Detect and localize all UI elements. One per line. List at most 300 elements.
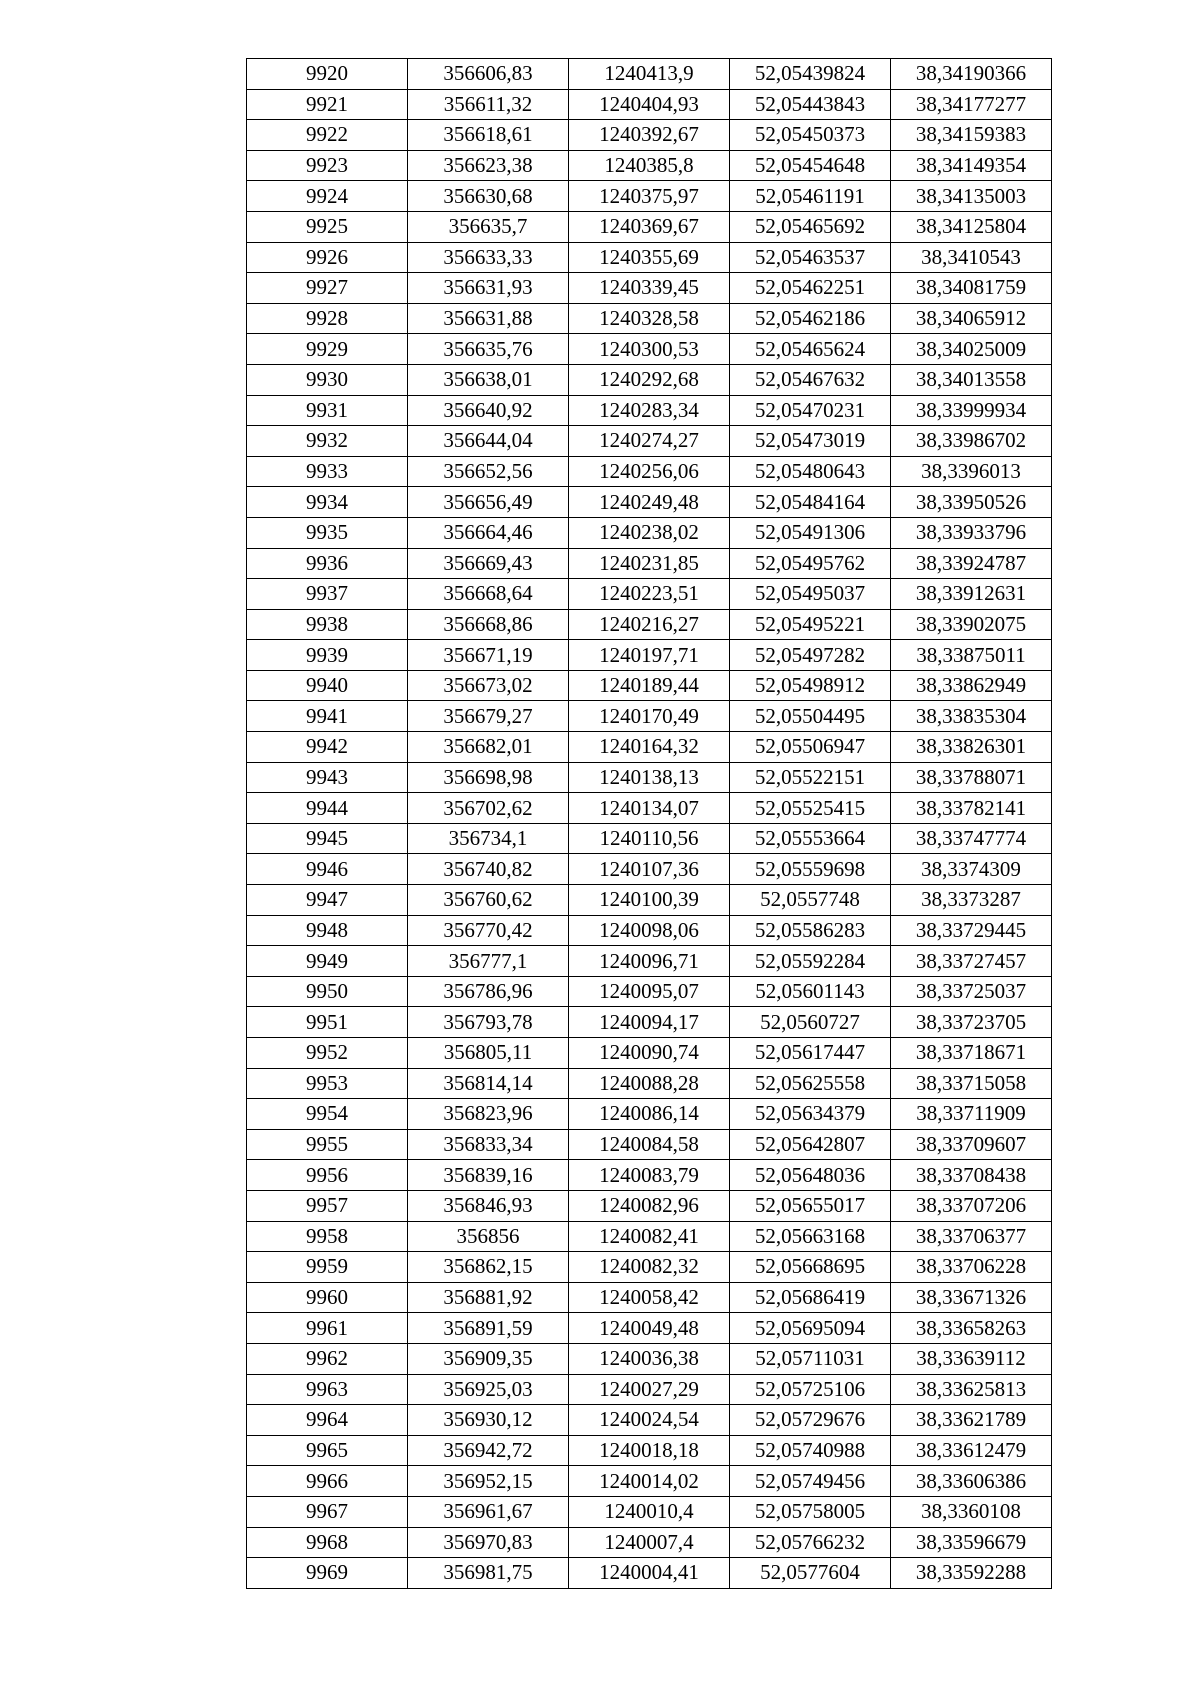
point-number-cell: 9942 [247, 732, 408, 763]
latitude-cell: 52,05439824 [730, 59, 891, 90]
longitude-cell: 38,33612479 [891, 1435, 1052, 1466]
longitude-cell: 38,33706228 [891, 1252, 1052, 1283]
latitude-cell: 52,05740988 [730, 1435, 891, 1466]
point-number-cell: 9951 [247, 1007, 408, 1038]
latitude-cell: 52,0557748 [730, 885, 891, 916]
point-number-cell: 9929 [247, 334, 408, 365]
table-row [247, 303, 1052, 334]
latitude-cell: 52,05498912 [730, 670, 891, 701]
table-row [247, 273, 1052, 304]
x-coordinate-cell: 356664,46 [408, 517, 569, 548]
y-coordinate-cell: 1240339,45 [569, 273, 730, 304]
longitude-cell: 38,33999934 [891, 395, 1052, 426]
table-row [247, 1252, 1052, 1283]
table-row [247, 1038, 1052, 1069]
longitude-cell: 38,34149354 [891, 150, 1052, 181]
longitude-cell: 38,34135003 [891, 181, 1052, 212]
y-coordinate-cell: 1240058,42 [569, 1282, 730, 1313]
latitude-cell: 52,05553664 [730, 823, 891, 854]
point-number-cell: 9921 [247, 89, 408, 120]
longitude-cell: 38,33606386 [891, 1466, 1052, 1497]
table-row [247, 334, 1052, 365]
table-row [247, 242, 1052, 273]
y-coordinate-cell: 1240292,68 [569, 364, 730, 395]
y-coordinate-cell: 1240083,79 [569, 1160, 730, 1191]
latitude-cell: 52,05642807 [730, 1129, 891, 1160]
x-coordinate-cell: 356673,02 [408, 670, 569, 701]
y-coordinate-cell: 1240256,06 [569, 456, 730, 487]
y-coordinate-cell: 1240086,14 [569, 1099, 730, 1130]
y-coordinate-cell: 1240164,32 [569, 732, 730, 763]
point-number-cell: 9933 [247, 456, 408, 487]
y-coordinate-cell: 1240385,8 [569, 150, 730, 181]
x-coordinate-cell: 356909,35 [408, 1343, 569, 1374]
point-number-cell: 9967 [247, 1496, 408, 1527]
latitude-cell: 52,05495037 [730, 579, 891, 610]
x-coordinate-cell: 356770,42 [408, 915, 569, 946]
latitude-cell: 52,0560727 [730, 1007, 891, 1038]
point-number-cell: 9949 [247, 946, 408, 977]
latitude-cell: 52,05711031 [730, 1343, 891, 1374]
table-row [247, 946, 1052, 977]
table-row [247, 1313, 1052, 1344]
latitude-cell: 52,05625558 [730, 1068, 891, 1099]
x-coordinate-cell: 356805,11 [408, 1038, 569, 1069]
y-coordinate-cell: 1240094,17 [569, 1007, 730, 1038]
table-row [247, 793, 1052, 824]
table-row [247, 181, 1052, 212]
point-number-cell: 9935 [247, 517, 408, 548]
x-coordinate-cell: 356961,67 [408, 1496, 569, 1527]
longitude-cell: 38,33639112 [891, 1343, 1052, 1374]
y-coordinate-cell: 1240004,41 [569, 1558, 730, 1589]
table-row [247, 1221, 1052, 1252]
point-number-cell: 9968 [247, 1527, 408, 1558]
longitude-cell: 38,33718671 [891, 1038, 1052, 1069]
latitude-cell: 52,05470231 [730, 395, 891, 426]
point-number-cell: 9957 [247, 1190, 408, 1221]
point-number-cell: 9960 [247, 1282, 408, 1313]
y-coordinate-cell: 1240392,67 [569, 120, 730, 151]
longitude-cell: 38,33706377 [891, 1221, 1052, 1252]
point-number-cell: 9954 [247, 1099, 408, 1130]
point-number-cell: 9962 [247, 1343, 408, 1374]
x-coordinate-cell: 356679,27 [408, 701, 569, 732]
x-coordinate-cell: 356740,82 [408, 854, 569, 885]
longitude-cell: 38,33671326 [891, 1282, 1052, 1313]
table-row [247, 487, 1052, 518]
latitude-cell: 52,05586283 [730, 915, 891, 946]
x-coordinate-cell: 356698,98 [408, 762, 569, 793]
x-coordinate-cell: 356644,04 [408, 426, 569, 457]
y-coordinate-cell: 1240355,69 [569, 242, 730, 273]
longitude-cell: 38,34177277 [891, 89, 1052, 120]
longitude-cell: 38,33912631 [891, 579, 1052, 610]
x-coordinate-cell: 356881,92 [408, 1282, 569, 1313]
point-number-cell: 9927 [247, 273, 408, 304]
x-coordinate-cell: 356671,19 [408, 640, 569, 671]
longitude-cell: 38,33902075 [891, 609, 1052, 640]
point-number-cell: 9940 [247, 670, 408, 701]
table-row [247, 1527, 1052, 1558]
table-row [247, 1496, 1052, 1527]
x-coordinate-cell: 356952,15 [408, 1466, 569, 1497]
y-coordinate-cell: 1240274,27 [569, 426, 730, 457]
latitude-cell: 52,05473019 [730, 426, 891, 457]
longitude-cell: 38,33725037 [891, 976, 1052, 1007]
longitude-cell: 38,33924787 [891, 548, 1052, 579]
y-coordinate-cell: 1240404,93 [569, 89, 730, 120]
x-coordinate-cell: 356839,16 [408, 1160, 569, 1191]
x-coordinate-cell: 356942,72 [408, 1435, 569, 1466]
x-coordinate-cell: 356925,03 [408, 1374, 569, 1405]
y-coordinate-cell: 1240197,71 [569, 640, 730, 671]
y-coordinate-cell: 1240375,97 [569, 181, 730, 212]
x-coordinate-cell: 356846,93 [408, 1190, 569, 1221]
longitude-cell: 38,34065912 [891, 303, 1052, 334]
longitude-cell: 38,33711909 [891, 1099, 1052, 1130]
x-coordinate-cell: 356638,01 [408, 364, 569, 395]
x-coordinate-cell: 356635,7 [408, 211, 569, 242]
longitude-cell: 38,33835304 [891, 701, 1052, 732]
latitude-cell: 52,05592284 [730, 946, 891, 977]
point-number-cell: 9958 [247, 1221, 408, 1252]
longitude-cell: 38,3373287 [891, 885, 1052, 916]
table-row [247, 1007, 1052, 1038]
x-coordinate-cell: 356823,96 [408, 1099, 569, 1130]
point-number-cell: 9930 [247, 364, 408, 395]
longitude-cell: 38,33592288 [891, 1558, 1052, 1589]
point-number-cell: 9969 [247, 1558, 408, 1589]
table-row [247, 762, 1052, 793]
point-number-cell: 9932 [247, 426, 408, 457]
latitude-cell: 52,05655017 [730, 1190, 891, 1221]
y-coordinate-cell: 1240300,53 [569, 334, 730, 365]
x-coordinate-cell: 356702,62 [408, 793, 569, 824]
latitude-cell: 52,05443843 [730, 89, 891, 120]
x-coordinate-cell: 356856 [408, 1221, 569, 1252]
longitude-cell: 38,33727457 [891, 946, 1052, 977]
table-row [247, 1374, 1052, 1405]
y-coordinate-cell: 1240107,36 [569, 854, 730, 885]
table-row [247, 885, 1052, 916]
table-row [247, 211, 1052, 242]
y-coordinate-cell: 1240231,85 [569, 548, 730, 579]
x-coordinate-cell: 356862,15 [408, 1252, 569, 1283]
table-row [247, 1405, 1052, 1436]
x-coordinate-cell: 356930,12 [408, 1405, 569, 1436]
table-row [247, 976, 1052, 1007]
table-row [247, 1466, 1052, 1497]
x-coordinate-cell: 356618,61 [408, 120, 569, 151]
x-coordinate-cell: 356631,93 [408, 273, 569, 304]
y-coordinate-cell: 1240082,41 [569, 1221, 730, 1252]
latitude-cell: 52,05495762 [730, 548, 891, 579]
x-coordinate-cell: 356833,34 [408, 1129, 569, 1160]
table-row [247, 395, 1052, 426]
x-coordinate-cell: 356786,96 [408, 976, 569, 1007]
table-row [247, 579, 1052, 610]
y-coordinate-cell: 1240096,71 [569, 946, 730, 977]
point-number-cell: 9945 [247, 823, 408, 854]
y-coordinate-cell: 1240082,32 [569, 1252, 730, 1283]
point-number-cell: 9934 [247, 487, 408, 518]
y-coordinate-cell: 1240024,54 [569, 1405, 730, 1436]
x-coordinate-cell: 356734,1 [408, 823, 569, 854]
latitude-cell: 52,05454648 [730, 150, 891, 181]
x-coordinate-cell: 356631,88 [408, 303, 569, 334]
latitude-cell: 52,05758005 [730, 1496, 891, 1527]
point-number-cell: 9922 [247, 120, 408, 151]
x-coordinate-cell: 356970,83 [408, 1527, 569, 1558]
latitude-cell: 52,05497282 [730, 640, 891, 671]
point-number-cell: 9923 [247, 150, 408, 181]
longitude-cell: 38,33826301 [891, 732, 1052, 763]
longitude-cell: 38,33596679 [891, 1527, 1052, 1558]
longitude-cell: 38,3396013 [891, 456, 1052, 487]
x-coordinate-cell: 356656,49 [408, 487, 569, 518]
x-coordinate-cell: 356777,1 [408, 946, 569, 977]
table-row [247, 609, 1052, 640]
latitude-cell: 52,05467632 [730, 364, 891, 395]
longitude-cell: 38,33709607 [891, 1129, 1052, 1160]
y-coordinate-cell: 1240095,07 [569, 976, 730, 1007]
y-coordinate-cell: 1240084,58 [569, 1129, 730, 1160]
x-coordinate-cell: 356623,38 [408, 150, 569, 181]
latitude-cell: 52,05601143 [730, 976, 891, 1007]
latitude-cell: 52,05463537 [730, 242, 891, 273]
table-row [247, 1435, 1052, 1466]
point-number-cell: 9939 [247, 640, 408, 671]
longitude-cell: 38,34013558 [891, 364, 1052, 395]
latitude-cell: 52,05766232 [730, 1527, 891, 1558]
table-row [247, 548, 1052, 579]
latitude-cell: 52,05491306 [730, 517, 891, 548]
y-coordinate-cell: 1240007,4 [569, 1527, 730, 1558]
longitude-cell: 38,33625813 [891, 1374, 1052, 1405]
longitude-cell: 38,34025009 [891, 334, 1052, 365]
table-row [247, 59, 1052, 90]
y-coordinate-cell: 1240216,27 [569, 609, 730, 640]
longitude-cell: 38,3360108 [891, 1496, 1052, 1527]
x-coordinate-cell: 356635,76 [408, 334, 569, 365]
point-number-cell: 9926 [247, 242, 408, 273]
y-coordinate-cell: 1240018,18 [569, 1435, 730, 1466]
point-number-cell: 9937 [247, 579, 408, 610]
longitude-cell: 38,33862949 [891, 670, 1052, 701]
table-row [247, 854, 1052, 885]
y-coordinate-cell: 1240138,13 [569, 762, 730, 793]
latitude-cell: 52,05525415 [730, 793, 891, 824]
y-coordinate-cell: 1240413,9 [569, 59, 730, 90]
point-number-cell: 9928 [247, 303, 408, 334]
table-row [247, 1190, 1052, 1221]
latitude-cell: 52,05504495 [730, 701, 891, 732]
longitude-cell: 38,3410543 [891, 242, 1052, 273]
y-coordinate-cell: 1240328,58 [569, 303, 730, 334]
longitude-cell: 38,33950526 [891, 487, 1052, 518]
point-number-cell: 9924 [247, 181, 408, 212]
longitude-cell: 38,33621789 [891, 1405, 1052, 1436]
longitude-cell: 38,33723705 [891, 1007, 1052, 1038]
table-row [247, 1343, 1052, 1374]
x-coordinate-cell: 356640,92 [408, 395, 569, 426]
point-number-cell: 9931 [247, 395, 408, 426]
latitude-cell: 52,05484164 [730, 487, 891, 518]
y-coordinate-cell: 1240027,29 [569, 1374, 730, 1405]
table-row [247, 640, 1052, 671]
latitude-cell: 52,05668695 [730, 1252, 891, 1283]
point-number-cell: 9925 [247, 211, 408, 242]
x-coordinate-cell: 356793,78 [408, 1007, 569, 1038]
longitude-cell: 38,33788071 [891, 762, 1052, 793]
point-number-cell: 9920 [247, 59, 408, 90]
x-coordinate-cell: 356630,68 [408, 181, 569, 212]
y-coordinate-cell: 1240170,49 [569, 701, 730, 732]
x-coordinate-cell: 356652,56 [408, 456, 569, 487]
x-coordinate-cell: 356606,83 [408, 59, 569, 90]
longitude-cell: 38,33986702 [891, 426, 1052, 457]
point-number-cell: 9953 [247, 1068, 408, 1099]
latitude-cell: 52,05617447 [730, 1038, 891, 1069]
x-coordinate-cell: 356611,32 [408, 89, 569, 120]
point-number-cell: 9964 [247, 1405, 408, 1436]
table-row [247, 732, 1052, 763]
table-row [247, 823, 1052, 854]
table-row [247, 150, 1052, 181]
point-number-cell: 9963 [247, 1374, 408, 1405]
latitude-cell: 52,05480643 [730, 456, 891, 487]
latitude-cell: 52,05634379 [730, 1099, 891, 1130]
y-coordinate-cell: 1240098,06 [569, 915, 730, 946]
x-coordinate-cell: 356760,62 [408, 885, 569, 916]
point-number-cell: 9965 [247, 1435, 408, 1466]
x-coordinate-cell: 356814,14 [408, 1068, 569, 1099]
coordinates-table [246, 58, 1052, 1589]
point-number-cell: 9959 [247, 1252, 408, 1283]
y-coordinate-cell: 1240238,02 [569, 517, 730, 548]
x-coordinate-cell: 356891,59 [408, 1313, 569, 1344]
latitude-cell: 52,05450373 [730, 120, 891, 151]
latitude-cell: 52,05749456 [730, 1466, 891, 1497]
table-row [247, 1160, 1052, 1191]
longitude-cell: 38,34159383 [891, 120, 1052, 151]
table-row [247, 670, 1052, 701]
longitude-cell: 38,33747774 [891, 823, 1052, 854]
latitude-cell: 52,05522151 [730, 762, 891, 793]
y-coordinate-cell: 1240090,74 [569, 1038, 730, 1069]
table-row [247, 89, 1052, 120]
y-coordinate-cell: 1240134,07 [569, 793, 730, 824]
latitude-cell: 52,05686419 [730, 1282, 891, 1313]
table-row [247, 1282, 1052, 1313]
point-number-cell: 9946 [247, 854, 408, 885]
y-coordinate-cell: 1240014,02 [569, 1466, 730, 1497]
table-row [247, 364, 1052, 395]
latitude-cell: 52,05663168 [730, 1221, 891, 1252]
y-coordinate-cell: 1240100,39 [569, 885, 730, 916]
x-coordinate-cell: 356668,64 [408, 579, 569, 610]
latitude-cell: 52,05648036 [730, 1160, 891, 1191]
point-number-cell: 9941 [247, 701, 408, 732]
latitude-cell: 52,05729676 [730, 1405, 891, 1436]
longitude-cell: 38,33875011 [891, 640, 1052, 671]
y-coordinate-cell: 1240088,28 [569, 1068, 730, 1099]
longitude-cell: 38,33708438 [891, 1160, 1052, 1191]
y-coordinate-cell: 1240036,38 [569, 1343, 730, 1374]
longitude-cell: 38,34125804 [891, 211, 1052, 242]
longitude-cell: 38,33782141 [891, 793, 1052, 824]
point-number-cell: 9955 [247, 1129, 408, 1160]
latitude-cell: 52,05462251 [730, 273, 891, 304]
table-row [247, 1129, 1052, 1160]
point-number-cell: 9956 [247, 1160, 408, 1191]
y-coordinate-cell: 1240249,48 [569, 487, 730, 518]
longitude-cell: 38,33729445 [891, 915, 1052, 946]
point-number-cell: 9966 [247, 1466, 408, 1497]
point-number-cell: 9938 [247, 609, 408, 640]
point-number-cell: 9947 [247, 885, 408, 916]
table-row [247, 1068, 1052, 1099]
table-row [247, 426, 1052, 457]
table-row [247, 1558, 1052, 1589]
y-coordinate-cell: 1240283,34 [569, 395, 730, 426]
x-coordinate-cell: 356981,75 [408, 1558, 569, 1589]
x-coordinate-cell: 356682,01 [408, 732, 569, 763]
point-number-cell: 9948 [247, 915, 408, 946]
point-number-cell: 9952 [247, 1038, 408, 1069]
table-row [247, 1099, 1052, 1130]
longitude-cell: 38,33658263 [891, 1313, 1052, 1344]
longitude-cell: 38,33933796 [891, 517, 1052, 548]
latitude-cell: 52,05465692 [730, 211, 891, 242]
longitude-cell: 38,34190366 [891, 59, 1052, 90]
table-row [247, 456, 1052, 487]
y-coordinate-cell: 1240110,56 [569, 823, 730, 854]
table-row [247, 701, 1052, 732]
x-coordinate-cell: 356669,43 [408, 548, 569, 579]
y-coordinate-cell: 1240223,51 [569, 579, 730, 610]
point-number-cell: 9936 [247, 548, 408, 579]
longitude-cell: 38,33715058 [891, 1068, 1052, 1099]
latitude-cell: 52,05695094 [730, 1313, 891, 1344]
table-row [247, 517, 1052, 548]
coordinates-table-body [247, 59, 1052, 1589]
latitude-cell: 52,05725106 [730, 1374, 891, 1405]
y-coordinate-cell: 1240189,44 [569, 670, 730, 701]
table-row [247, 120, 1052, 151]
y-coordinate-cell: 1240049,48 [569, 1313, 730, 1344]
latitude-cell: 52,05559698 [730, 854, 891, 885]
latitude-cell: 52,05462186 [730, 303, 891, 334]
longitude-cell: 38,33707206 [891, 1190, 1052, 1221]
y-coordinate-cell: 1240369,67 [569, 211, 730, 242]
y-coordinate-cell: 1240082,96 [569, 1190, 730, 1221]
x-coordinate-cell: 356633,33 [408, 242, 569, 273]
point-number-cell: 9943 [247, 762, 408, 793]
latitude-cell: 52,0577604 [730, 1558, 891, 1589]
x-coordinate-cell: 356668,86 [408, 609, 569, 640]
y-coordinate-cell: 1240010,4 [569, 1496, 730, 1527]
latitude-cell: 52,05465624 [730, 334, 891, 365]
point-number-cell: 9950 [247, 976, 408, 1007]
latitude-cell: 52,05461191 [730, 181, 891, 212]
longitude-cell: 38,3374309 [891, 854, 1052, 885]
longitude-cell: 38,34081759 [891, 273, 1052, 304]
latitude-cell: 52,05506947 [730, 732, 891, 763]
table-row [247, 915, 1052, 946]
point-number-cell: 9944 [247, 793, 408, 824]
